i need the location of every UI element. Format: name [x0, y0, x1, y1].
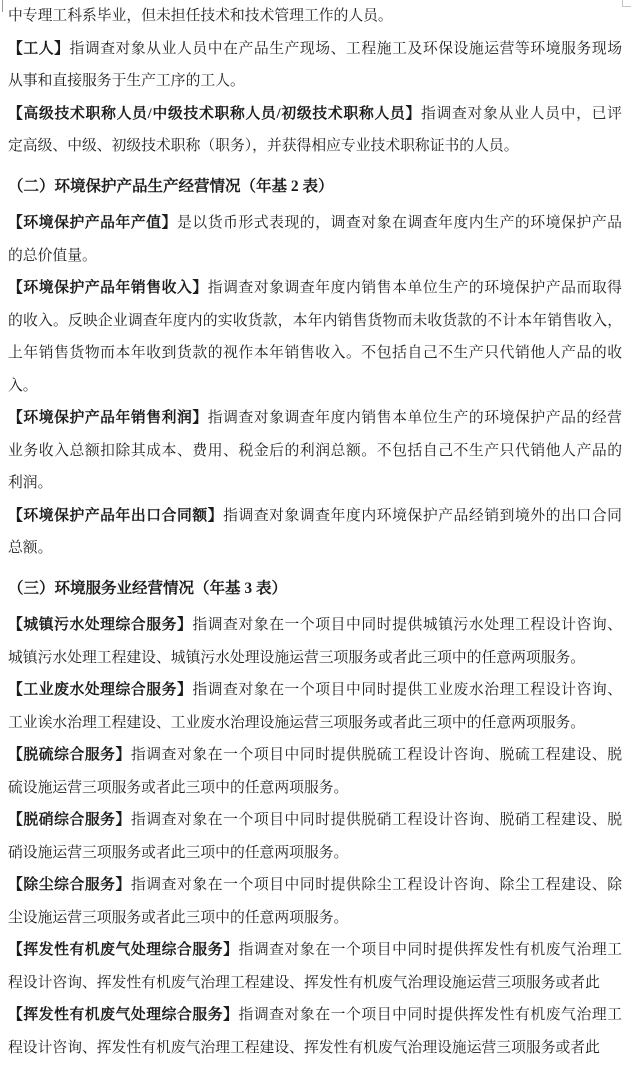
- body-text: 指调查对象调查年度内销售本单位生产的环境保护产品的经营: [207, 410, 622, 426]
- body-text: 指调查对象调查年度内环境保护产品经销到境外的出口合同: [223, 507, 622, 524]
- paragraph-line: [8, 207, 622, 240]
- paragraph-line: [8, 65, 622, 98]
- section-heading: （三）环境服务业经营情况（年基 3 表）: [8, 579, 288, 597]
- document-body: [8, 0, 622, 1064]
- paragraph-line: [8, 33, 622, 66]
- defined-term: 【环境保护产品年销售利润】: [8, 410, 208, 426]
- defined-term: 【工业废水处理综合服务】: [8, 682, 193, 698]
- body-text: 指调查对象在一个项目中同时提供工业废水治理工程设计咨询、: [192, 682, 622, 698]
- defined-term: 【环境保护产品年产值】: [8, 215, 177, 231]
- defined-term: 【除尘综合服务】: [8, 877, 131, 893]
- paragraph-line: [8, 902, 622, 935]
- defined-term: 【城镇污水处理综合服务】: [8, 617, 193, 633]
- paragraph-line: [8, 435, 622, 468]
- paragraph-line: [8, 999, 622, 1032]
- body-text: 业务收入总额扣除其成本、费用、税金后的利润总额。不包括自己不生产只代销他人产品的: [8, 442, 622, 459]
- body-text: 指调查对象在一个项目中同时提供城镇污水处理工程设计咨询、: [192, 617, 622, 633]
- body-text: 尘设施运营三项服务或者此三项中的任意两项服务。: [8, 909, 349, 926]
- section-heading: （二）环境保护产品生产经营情况（年基 2 表）: [8, 177, 334, 195]
- body-text: 总额。: [8, 540, 53, 556]
- paragraph-line: [8, 500, 622, 533]
- body-text: 指调查对象从业人员中在产品生产现场、工程施工及环保设施运营等环境服务现场: [69, 40, 622, 57]
- body-text: 工业诶水治理工程建设、工业废水治理设施运营三项服务或者此三项中的任意两项服务。: [8, 714, 586, 731]
- paragraph-line: [8, 305, 622, 338]
- defined-term: 【脱硫综合服务】: [8, 747, 131, 763]
- body-text: 入。: [8, 377, 38, 394]
- defined-term: 【工人】: [8, 40, 70, 57]
- paragraph-line: [8, 532, 622, 565]
- paragraph-line: [8, 240, 622, 273]
- paragraph-line: [8, 337, 622, 370]
- body-text: 利润。: [8, 475, 53, 491]
- body-text: 指调查对象在一个项目中同时提供挥发性有机废气治理工: [238, 942, 622, 958]
- page-frame-mark-left: [2, 0, 3, 12]
- paragraph-line: [8, 967, 622, 1000]
- paragraph-line: [8, 707, 622, 740]
- body-text: 程设计咨询、挥发性有机废气治理工程建设、挥发性有机废气治理设施运营三项服务或者此: [8, 974, 600, 991]
- paragraph-line: [8, 370, 622, 403]
- paragraph-line: [8, 869, 622, 902]
- body-text: 的总价值量。: [8, 247, 97, 264]
- body-text: 中专理工科系毕业，但未担任技术和技术管理工作的人员。: [8, 8, 393, 24]
- paragraph-line: [8, 1032, 622, 1065]
- paragraph-line: [8, 0, 622, 33]
- body-text: 从事和直接服务于生产工序的工人。: [8, 73, 245, 89]
- page-frame-corner-right: [622, 0, 631, 7]
- body-text: 城镇污水处理工程建设、城镇污水处理设施运营三项服务或者此三项中的任意两项服务。: [8, 649, 586, 666]
- paragraph-line: [8, 272, 622, 305]
- paragraph-line: [8, 98, 622, 131]
- paragraph-line: [8, 642, 622, 675]
- body-text: 定高级、中级、初级技术职称（职务），并获得相应专业技术职称证书的人员。: [8, 138, 519, 154]
- paragraph-line: [8, 837, 622, 870]
- body-text: 上年销售货物而本年收到货款的视作本年销售收入。不包括自己不生产只代销他人产品的收: [8, 345, 622, 361]
- defined-term: 【挥发性有机废气处理综合服务】: [8, 942, 239, 958]
- body-text: 硝设施运营三项服务或者此三项中的任意两项服务。: [8, 844, 349, 861]
- defined-term: 【环境保护产品年出口合同额】: [8, 507, 224, 524]
- defined-term: 【挥发性有机废气处理综合服务】: [8, 1007, 239, 1023]
- defined-term: 【高级技术职称人员/中级技术职称人员/初级技术职称人员】: [8, 105, 422, 122]
- body-text: 指调查对象在一个项目中同时提供除尘工程设计咨询、除尘工程建设、除: [130, 877, 622, 893]
- defined-term: 【环境保护产品年销售收入】: [8, 280, 208, 296]
- paragraph-line: [8, 467, 622, 500]
- body-text: 指调查对象从业人员中，已评: [421, 105, 622, 122]
- paragraph-line: [8, 130, 622, 163]
- body-text: 硫设施运营三项服务或者此三项中的任意两项服务。: [8, 779, 349, 796]
- body-text: 指调查对象在一个项目中同时提供脱硫工程设计咨询、脱硫工程建设、脱: [130, 747, 622, 763]
- paragraph-line: [8, 739, 622, 772]
- body-text: 指调查对象在一个项目中同时提供挥发性有机废气治理工: [238, 1007, 622, 1023]
- paragraph-line: [8, 934, 622, 967]
- paragraph-line: [8, 402, 622, 435]
- body-text: 指调查对象调查年度内销售本单位生产的环境保护产品而取得: [207, 280, 622, 296]
- body-text: 程设计咨询、挥发性有机废气治理工程建设、挥发性有机废气治理设施运营三项服务或者此: [8, 1039, 600, 1056]
- paragraph-line: [8, 674, 622, 707]
- paragraph-line: [8, 804, 622, 837]
- defined-term: 【脱硝综合服务】: [8, 812, 131, 828]
- body-text: 的收入。反映企业调查年度内的实收货款，本年内销售货物而未收货款的不计本年销售收入，: [8, 312, 622, 329]
- paragraph-line: [8, 772, 622, 805]
- paragraph-line: [8, 609, 622, 642]
- body-text: 是以货币形式表现的，调查对象在调查年度内生产的环境保护产品: [177, 215, 622, 231]
- body-text: 指调查对象在一个项目中同时提供脱硝工程设计咨询、脱硝工程建设、脱: [130, 812, 622, 828]
